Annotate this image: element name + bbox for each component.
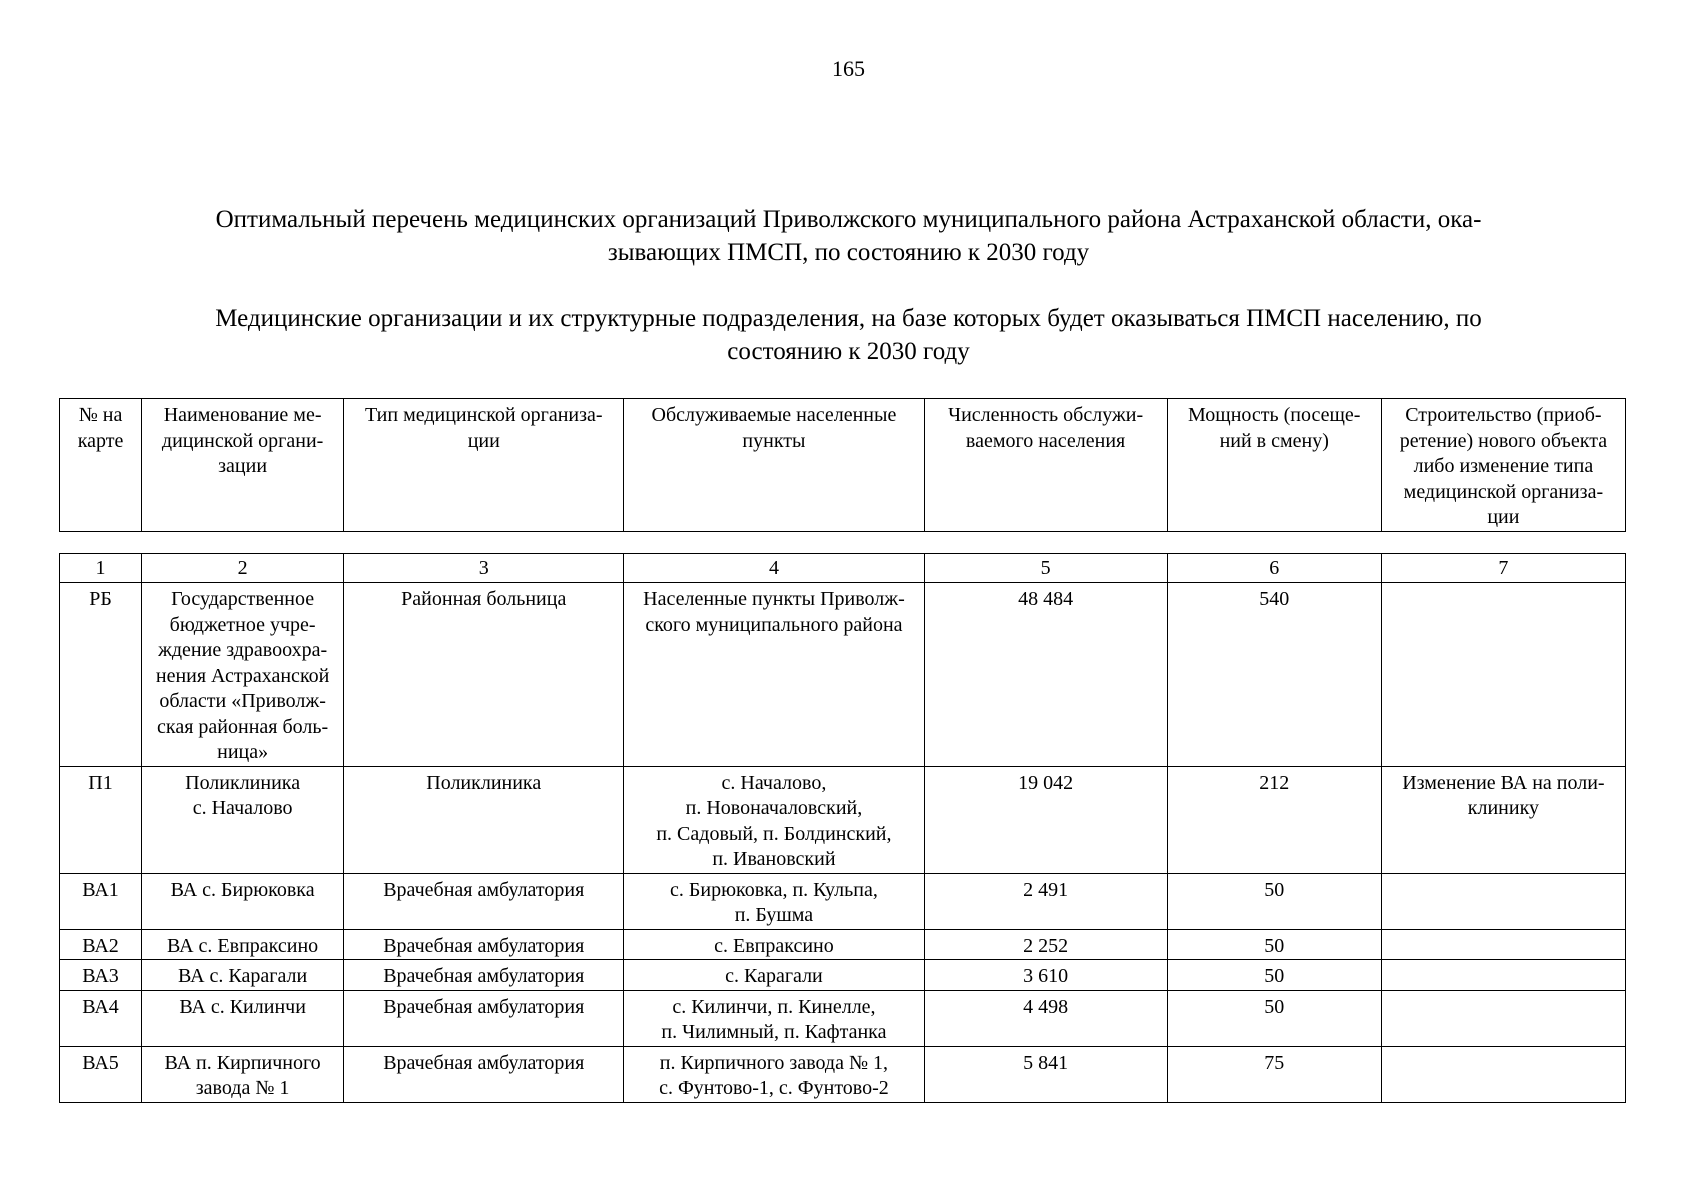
document-subtitle-line: Медицинские организации и их структурные подразделения, на базе которых будет оказываться ПМСП населению, по [215, 305, 1482, 332]
cell-org-type: Врачебная амбулатория [344, 960, 624, 991]
header-population: Численность обслужи- ваемого населения [924, 399, 1167, 532]
table-row [60, 766, 1626, 873]
cell-org-name: ВА с. Килинчи [142, 990, 344, 1046]
cell-org-name: ВА с. Карагали [142, 960, 344, 991]
cell-capacity: 540 [1167, 583, 1381, 767]
cell-population: 19 042 [924, 766, 1167, 873]
table-row [60, 583, 1626, 767]
header-settlements: Обслуживаемые населенные пункты [624, 399, 924, 532]
cell-settlements: с. Евпраксино [624, 929, 924, 960]
table-row [60, 960, 1626, 991]
cell-construction [1381, 990, 1625, 1046]
cell-settlements: с. Началово, п. Новоначаловский, п. Садовый, п. Болдинский, п. Ивановский [624, 766, 924, 873]
cell-settlements: с. Карагали [624, 960, 924, 991]
document-subtitle [100, 302, 1597, 368]
header-org-type: Тип медицинской организа- ции [344, 399, 624, 532]
cell-settlements: с. Бирюковка, п. Кульпа, п. Бушма [624, 873, 924, 929]
table-row [60, 1046, 1626, 1102]
cell-construction [1381, 1046, 1625, 1102]
cell-capacity: 75 [1167, 1046, 1381, 1102]
cell-org-type: Врачебная амбулатория [344, 990, 624, 1046]
column-number: 4 [624, 554, 924, 583]
cell-map-number: ВА2 [60, 929, 142, 960]
table-row [60, 990, 1626, 1046]
document-title-line: Оптимальный перечень медицинских организаций Приволжского муниципального района Астраханской области, ока- [215, 206, 1482, 233]
cell-population: 48 484 [924, 583, 1167, 767]
cell-map-number: РБ [60, 583, 142, 767]
cell-capacity: 212 [1167, 766, 1381, 873]
header-org-name: Наименование ме- дицинской органи- зации [142, 399, 344, 532]
cell-population: 2 491 [924, 873, 1167, 929]
cell-map-number: ВА5 [60, 1046, 142, 1102]
cell-settlements: Населенные пункты Приволж- ского муниципального района [624, 583, 924, 767]
cell-capacity: 50 [1167, 960, 1381, 991]
cell-population: 5 841 [924, 1046, 1167, 1102]
cell-population: 3 610 [924, 960, 1167, 991]
cell-org-name: Поликлиника с. Началово [142, 766, 344, 873]
column-number: 7 [1381, 554, 1625, 583]
cell-org-name: ВА с. Евпраксино [142, 929, 344, 960]
cell-settlements: п. Кирпичного завода № 1, с. Фунтово-1, с. Фунтово-2 [624, 1046, 924, 1102]
header-map-number: № на карте [60, 399, 142, 532]
column-number: 1 [60, 554, 142, 583]
document-subtitle-line: состоянию к 2030 году [727, 338, 970, 365]
header-row [60, 399, 1626, 532]
cell-map-number: ВА3 [60, 960, 142, 991]
column-number: 3 [344, 554, 624, 583]
cell-population: 2 252 [924, 929, 1167, 960]
document-title-line: зывающих ПМСП, по состоянию к 2030 году [607, 239, 1090, 266]
cell-construction [1381, 583, 1625, 767]
cell-construction [1381, 960, 1625, 991]
cell-org-name: Государственное бюджетное учре- ждение здравоохра- нения Астраханской области «Приволж- ская районная боль- ница» [142, 583, 344, 767]
cell-org-type: Врачебная амбулатория [344, 929, 624, 960]
cell-map-number: П1 [60, 766, 142, 873]
cell-org-type: Районная больница [344, 583, 624, 767]
table-body [59, 553, 1626, 1103]
header-capacity: Мощность (посеще- ний в смену) [1167, 399, 1381, 532]
cell-capacity: 50 [1167, 873, 1381, 929]
cell-construction: Изменение ВА на поли- клинику [1381, 766, 1625, 873]
column-number: 6 [1167, 554, 1381, 583]
document-title [100, 203, 1597, 269]
cell-construction [1381, 929, 1625, 960]
cell-org-type: Врачебная амбулатория [344, 873, 624, 929]
table-header [59, 398, 1626, 532]
column-number: 2 [142, 554, 344, 583]
cell-map-number: ВА1 [60, 873, 142, 929]
page-number: 165 [832, 56, 865, 81]
header-construction: Строительство (приоб- ретение) нового объекта либо изменение типа медицинской организа- ции [1381, 399, 1625, 532]
table-row [60, 873, 1626, 929]
cell-org-type: Врачебная амбулатория [344, 1046, 624, 1102]
cell-population: 4 498 [924, 990, 1167, 1046]
cell-construction [1381, 873, 1625, 929]
table-row [60, 929, 1626, 960]
cell-org-name: ВА п. Кирпичного завода № 1 [142, 1046, 344, 1102]
cell-settlements: с. Килинчи, п. Кинелле, п. Чилимный, п. Кафтанка [624, 990, 924, 1046]
cell-map-number: ВА4 [60, 990, 142, 1046]
cell-capacity: 50 [1167, 990, 1381, 1046]
column-number-row [60, 554, 1626, 583]
cell-org-name: ВА с. Бирюковка [142, 873, 344, 929]
cell-capacity: 50 [1167, 929, 1381, 960]
column-number: 5 [924, 554, 1167, 583]
cell-org-type: Поликлиника [344, 766, 624, 873]
